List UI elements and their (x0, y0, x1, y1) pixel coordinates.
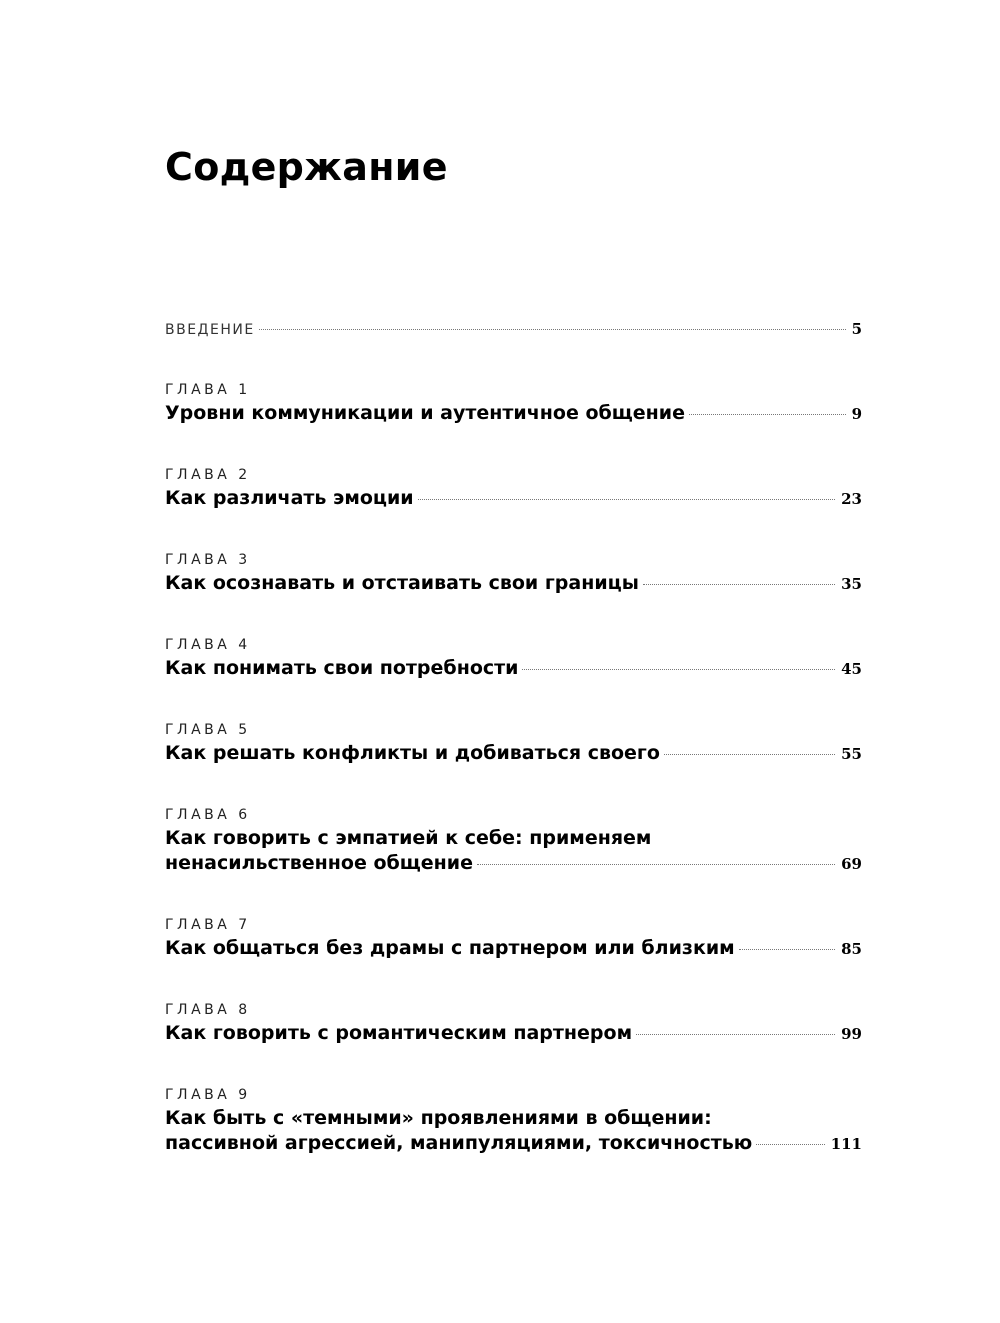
chapter-label: ГЛАВА 4 (165, 637, 251, 653)
page-number: 23 (841, 490, 862, 508)
chapter-title: Как различать эмоции (165, 487, 414, 509)
chapter-label: ГЛАВА 7 (165, 917, 251, 933)
page-number: 69 (841, 855, 862, 873)
page-number: 9 (851, 405, 862, 423)
dot-leader (689, 413, 846, 415)
chapter-title: Как решать конфликты и добиваться своего (165, 742, 660, 764)
dot-leader (664, 753, 835, 755)
chapter-label: ГЛАВА 6 (165, 807, 251, 823)
dot-leader (636, 1033, 835, 1035)
toc-entry-chapter-3[interactable] (165, 551, 862, 596)
page-number: 111 (830, 1135, 862, 1153)
page-number: 85 (841, 940, 862, 958)
chapter-label: ГЛАВА 1 (165, 382, 251, 398)
dot-leader (477, 863, 835, 865)
page-number: 55 (841, 745, 862, 763)
dot-leader (756, 1143, 824, 1145)
toc-entry-chapter-2[interactable] (165, 466, 862, 511)
chapter-title: Как говорить с романтическим партнером (165, 1022, 633, 1044)
chapter-title: Как понимать свои потребности (165, 657, 519, 679)
chapter-label: ГЛАВА 3 (165, 552, 251, 568)
toc-entry-intro[interactable] (165, 320, 862, 338)
chapter-title-line-1: Как говорить с эмпатией к себе: применяем (165, 827, 652, 849)
chapter-label: ГЛАВА 9 (165, 1087, 251, 1103)
page-number: 99 (841, 1025, 862, 1043)
chapter-label: ГЛАВА 5 (165, 722, 251, 738)
dot-leader (522, 668, 835, 670)
toc-entry-chapter-4[interactable] (165, 636, 862, 681)
toc-entry-chapter-9[interactable] (165, 1086, 862, 1156)
dot-leader (643, 583, 835, 585)
chapter-title: Уровни коммуникации и аутентичное общение (165, 402, 686, 424)
chapter-title-line-2: ненасильственное общение (165, 852, 473, 874)
dot-leader (259, 328, 846, 330)
chapter-title-line-1: Как быть с «темными» проявлениями в общении: (165, 1107, 712, 1129)
chapter-title-line-2: пассивной агрессией, манипуляциями, токсичностью (165, 1132, 753, 1154)
toc-entry-chapter-6[interactable] (165, 806, 862, 876)
dot-leader (418, 498, 836, 500)
intro-label: ВВЕДЕНИЕ (165, 322, 255, 338)
dot-leader (739, 948, 835, 950)
chapter-label: ГЛАВА 2 (165, 467, 251, 483)
page-title: Содержание (165, 145, 448, 189)
chapter-label: ГЛАВА 8 (165, 1002, 251, 1018)
page-number: 35 (841, 575, 862, 593)
chapter-title: Как осознавать и отстаивать свои границы (165, 572, 639, 594)
chapter-title: Как общаться без драмы с партнером или близким (165, 937, 735, 959)
page-number: 5 (851, 320, 862, 338)
toc-entry-chapter-1[interactable] (165, 381, 862, 426)
toc-entry-chapter-5[interactable] (165, 721, 862, 766)
toc-entry-chapter-8[interactable] (165, 1001, 862, 1046)
toc-entry-chapter-7[interactable] (165, 916, 862, 961)
page-number: 45 (841, 660, 862, 678)
